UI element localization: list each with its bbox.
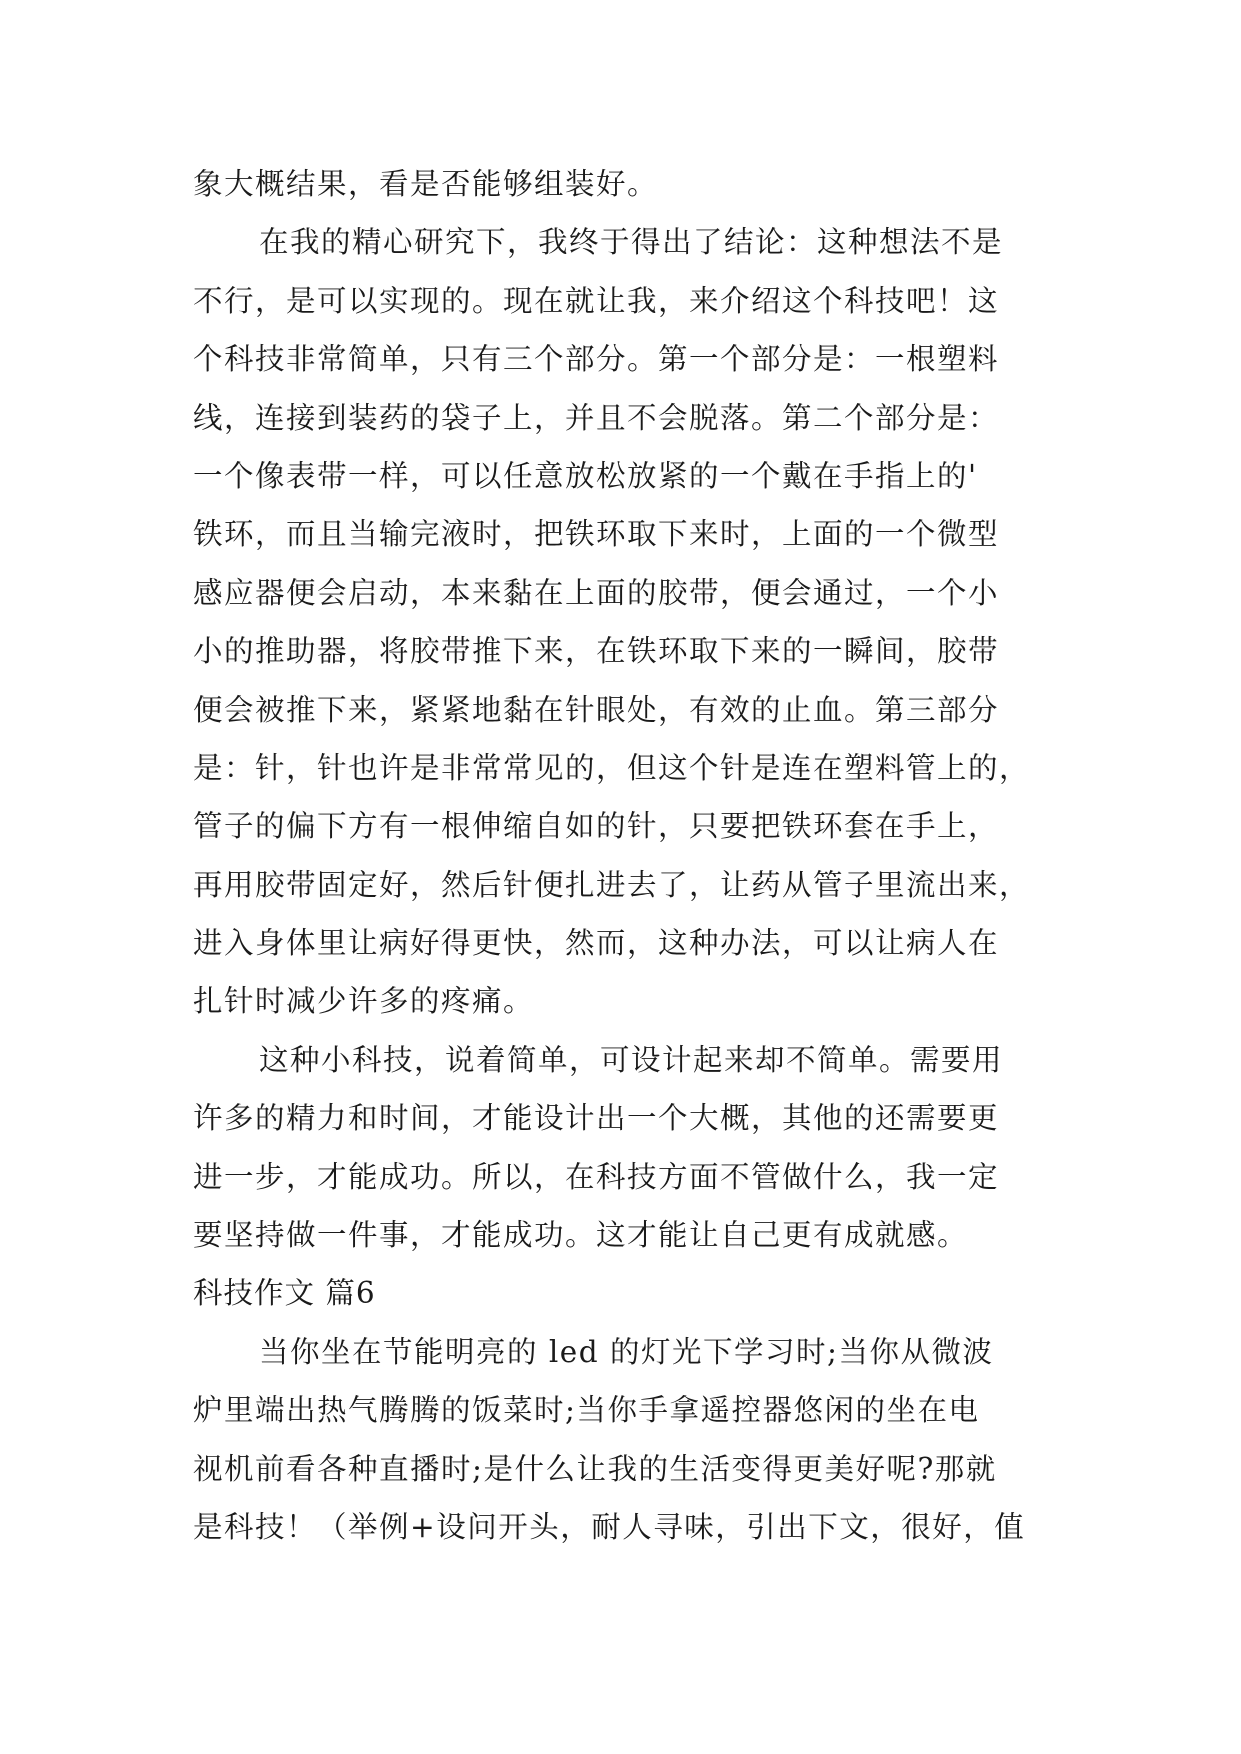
paragraph-continuation bbox=[193, 155, 1063, 213]
text-line: 许多的精力和时间，才能设计出一个大概，其他的还需要更 bbox=[193, 1101, 1000, 1136]
paragraph-conclusion bbox=[193, 1031, 1063, 1265]
text-line: 一个像表带一样，可以任意放松放紧的一个戴在手指上的' bbox=[193, 458, 978, 493]
text-line: 扎针时减少许多的疼痛。 bbox=[193, 984, 535, 1019]
text-line: 再用胶带固定好，然后针便扎进去了，让药从管子里流出来， bbox=[193, 867, 1031, 902]
paragraph-section-intro bbox=[193, 1323, 1063, 1557]
document-body bbox=[193, 155, 1063, 1556]
text-line: 个科技非常简单，只有三个部分。第一个部分是：一根塑料 bbox=[193, 342, 1000, 377]
text-line: 进一步，才能成功。所以，在科技方面不管做什么，我一定 bbox=[193, 1159, 1000, 1194]
text-line: 当你坐在节能明亮的 led 的灯光下学习时;当你从微波 bbox=[259, 1334, 994, 1369]
section-heading: 科技作文 篇6 bbox=[193, 1276, 376, 1311]
text-line: 管子的偏下方有一根伸缩自如的针，只要把铁环套在手上， bbox=[193, 809, 1000, 844]
text-line: 便会被推下来，紧紧地黏在针眼处，有效的止血。第三部分 bbox=[193, 692, 1000, 727]
text-line: 要坚持做一件事，才能成功。这才能让自己更有成就感。 bbox=[193, 1218, 969, 1253]
text-line: 感应器便会启动，本来黏在上面的胶带，便会通过，一个小 bbox=[193, 575, 1000, 610]
text-line: 是科技！（举例+设问开头，耐人寻味，引出下文，很好，值 bbox=[193, 1509, 1026, 1544]
text-line: 是：针，针也许是非常常见的，但这个针是连在塑料管上的， bbox=[193, 750, 1031, 785]
text-line: 视机前看各种直播时;是什么让我的生活变得更美好呢?那就 bbox=[193, 1451, 997, 1486]
text-line: 这种小科技，说着简单，可设计起来却不简单。需要用 bbox=[259, 1042, 1004, 1077]
text-line: 进入身体里让病好得更快，然而，这种办法，可以让病人在 bbox=[193, 926, 1000, 961]
text-line: 象大概结果，看是否能够组装好。 bbox=[193, 167, 659, 201]
text-line: 线，连接到装药的袋子上，并且不会脱落。第二个部分是： bbox=[193, 400, 1000, 435]
text-line: 铁环，而且当输完液时，把铁环取下来时，上面的一个微型 bbox=[193, 517, 1000, 552]
text-line: 炉里端出热气腾腾的饭菜时;当你手拿遥控器悠闲的坐在电 bbox=[193, 1393, 980, 1428]
text-line: 不行，是可以实现的。现在就让我，来介绍这个科技吧！这 bbox=[193, 283, 1000, 318]
text-line: 在我的精心研究下，我终于得出了结论：这种想法不是 bbox=[259, 225, 1004, 260]
paragraph-research bbox=[193, 213, 1063, 1030]
text-line: 小的推助器，将胶带推下来，在铁环取下来的一瞬间，胶带 bbox=[193, 634, 1000, 669]
